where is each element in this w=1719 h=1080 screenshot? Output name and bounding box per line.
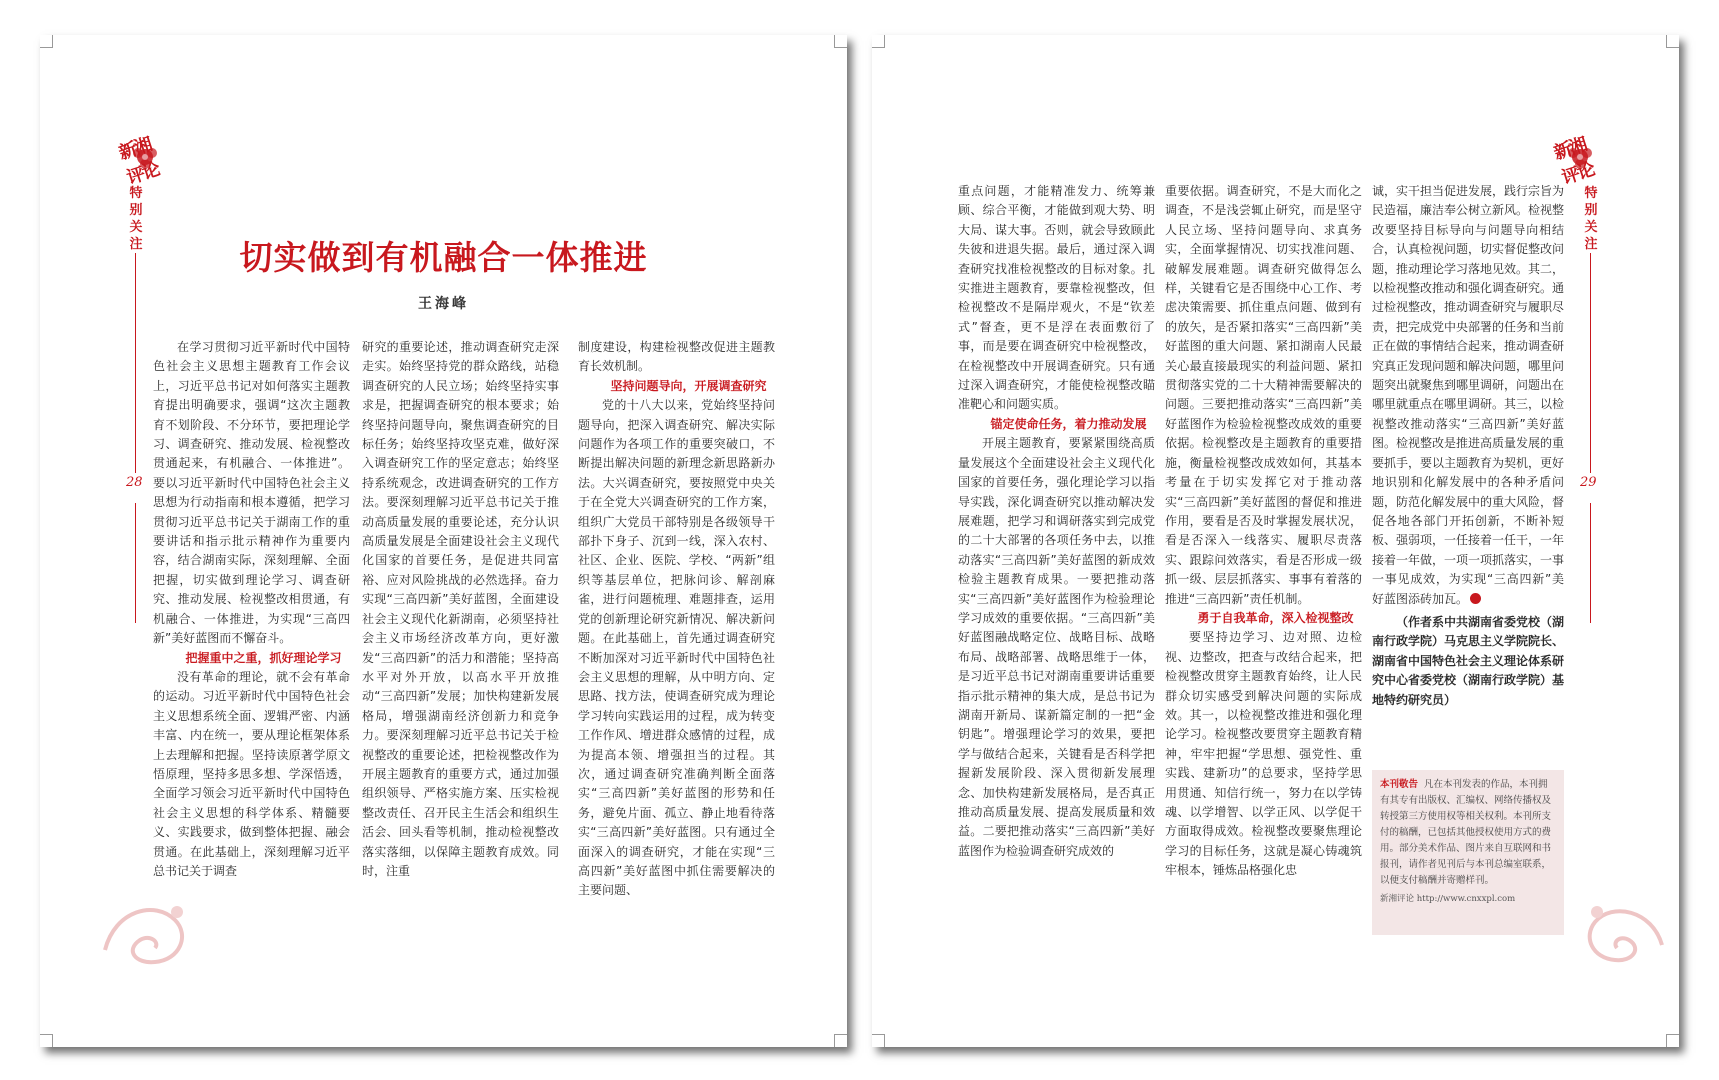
copyright-notice — [1372, 770, 1564, 935]
crop-mark — [872, 35, 885, 48]
paragraph: 要坚持边学习、边对照、边检视、边整改，把查与改结合起来，把检视整改贯穿主题教育始终，让人民群众切实感受到解决问题的实际成效。其一，以检视整改推进和强化理论学习。检视整改要贯穿主题教育精神，牢牢把握“学思想、强党性、重实践、建新功”的总要求，坚持学思用贯通、知信行统一，努力在以学铸魂、以学增智、以学正风、以学促干方面取得成效。检视整改要聚焦理论学习的目标任务，这就是凝心铸魂筑牢根本，锤炼品格强化忠 — [1165, 630, 1362, 878]
text-column — [1165, 182, 1362, 881]
section-heading: 把握重中之重，抓好理论学习 — [185, 650, 342, 665]
crop-mark — [1666, 1034, 1679, 1047]
text-column — [578, 338, 775, 901]
paragraph: 没有革命的理论，就不会有革命的运动。习近平新时代中国特色社会主义思想系统全面、逻辑严密、内涵丰富、内在统一，要从理论框架体系上去理解和把握。坚持读原著学原文悟原理，坚持多思多想、学深悟透，全面学习领会习近平新时代中国特色社会主义思想的科学体系、精髓要义、实践要求，做到整体把握、融会贯通。在此基础上，深刻理解习近平总书记关于调查 — [153, 669, 350, 878]
left-page — [40, 35, 847, 1047]
crop-mark — [1666, 35, 1679, 48]
ornament-watermark — [1577, 890, 1672, 970]
notice-label: 本刊敬告 — [1380, 779, 1419, 790]
text-column — [153, 338, 350, 881]
crop-mark — [834, 1034, 847, 1047]
notice-text: 凡在本刊发表的作品，本刊拥有其专有出版权、汇编权、网络传播权及转授第三方使用权等相关权利。本刊所支付的稿酬，已包括其他授权使用方式的费用。部分美术作品、图片来自互联网和书报刊，请作者见刊后与本刊总编室联系，以便支付稿酬并寄赠样刊。 — [1380, 779, 1552, 886]
paragraph: 开展主题教育，要紧紧围绕高质量发展这个全面建设社会主义现代化国家的首要任务，强化理论学习以指导实践，深化调查研究以推动解决发展难题，把学习和调研落实到完成党的二十大部署的各项任务中去，以推动落实“三高四新”美好蓝图的新成效检验主题教育成果。一要把推动落实“三高四新”美好蓝图作为检验理论学习成效的重要依据。“三高四新”美好蓝图融战略定位、战略目标、战略布局、战略部署、战略思维于一体，是习近平总书记对湖南重要讲话重要指示批示精神的集大成，是总书记为湖南开新局、谋新篇定制的一把“金钥匙”。增强理论学习的效果，要把学与做结合起来，关键看是否科学把握新发展阶段、深入贯彻新发展理念、加快构建新发展格局，是否真正推动高质量发展、提高发展质量和效益。二要把推动落实“三高四新”美好蓝图作为检验调查研究成效的 — [958, 436, 1155, 858]
paragraph: 诚，实干担当促进发展，践行宗旨为民造福，廉洁奉公树立新风。检视整改要坚持目标导向与问题导向相结合，认真检视问题，切实督促整改问题，推动理论学习落地见效。其二，以检视整改推动和强化调查研究。通过检视整改，推动调查研究与履职尽责，把完成党中央部署的任务和当前正在做的事情结合起来，推动调查研究真正发现问题和解决问题，哪里问题突出就聚焦到哪里调研，问题出在哪里就重点在哪里调研。其三，以检视整改推动落实“三高四新”美好蓝图。检视整改是推进高质量发展的重要抓手，要以主题教育为契机，更好地识别和化解发展中的各种矛盾问题，防范化解发展中的重大风险，督促各地各部门开拓创新，不断补短板、强弱项，一任接着一任干，一年接着一年做，一项一项抓落实，一事一事见成效，为实现“三高四新”美好蓝图添砖加瓦。 — [1372, 184, 1565, 606]
logo-text: 新湘评论 — [1551, 134, 1597, 189]
paragraph: 党的十八大以来，党始终坚持问题导向，把深入调查研究、解决实际问题作为各项工作的重要突破口，不断提出解决问题的新理念新思路新办法。大兴调查研究，要按照党中央关于在全党大兴调查研究的工作方案，组织广大党员干部特别是各级领导干部扑下身子、沉到一线，深入农村、社区、企业、医院、学校、“两新”组织等基层单位，把脉问诊、解剖麻雀，进行问题梳理、难题排查，运用党的创新理论研究新情况、解决新问题。在此基础上，首先通过调查研究不断加深对习近平新时代中国特色社会主义思想的理解，从中明方向、定思路、找方法，使调查研究成为理论学习转向实践运用的过程，成为转变工作作风、增进群众感情的过程，成为提高本领、增强担当的过程。其次，通过调查研究准确判断全面落实“三高四新”美好蓝图的形势和任务，避免片面、孤立、静止地看待落实“三高四新”美好蓝图。只有通过全面深入的调查研究，才能在实现“三高四新”美好蓝图中抓住需要解决的主要问题、 — [578, 398, 775, 898]
section-rule — [135, 503, 136, 623]
text-column — [362, 338, 559, 881]
paragraph: 制度建设，构建检视整改促进主题教育长效机制。 — [578, 340, 775, 374]
right-page — [872, 35, 1679, 1047]
author-bio: （作者系中共湖南省委党校（湖南行政学院）马克思主义学院院长、湖南省中国特色社会主义理论体系研究中心省委党校（湖南行政学院）基地特约研究员） — [1372, 614, 1565, 707]
notice-url: 新湘评论 http://www.cnxxpl.com — [1380, 894, 1516, 904]
crop-mark — [834, 35, 847, 48]
paragraph: 重要依据。调查研究，不是大而化之调查，不是浅尝辄止研究，而是坚守人民立场、坚持问题导向、求真务实，全面掌握情况、切实找准问题、破解发展难题。调查研究做得怎么样，关键看它是否围绕中心工作、考虑决策需要、抓住重点问题、做到有的放矢，是否紧扣落实“三高四新”美好蓝图的重大问题、紧扣湖南人民最关心最直接最现实的利益问题、紧扣贯彻落实党的二十大精神需要解决的问题。三要把推动落实“三高四新”美好蓝图作为检验检视整改成效的重要依据。检视整改是主题教育的重要措施，衡量检视整改成效如何，其基本考量在于切实发挥它对于推动落实“三高四新”美好蓝图的督促和推进作用，要看是否及时掌握发展状况，看是否深入一线落实、履职尽责落实、跟踪问效落实，看是否形成一级抓一级、层层抓落实、事事有着落的推进“三高四新”责任机制。 — [1165, 184, 1362, 606]
paragraph: 重点问题，才能精准发力、统筹兼顾、综合平衡，才能做到观大势、明大局、谋大事。否则，就会导致顾此失彼和进退失据。最后，通过深入调查研究找准检视整改的目标对象。扎实推进主题教育，要靠检视整改，但检视整改不是隔岸观火，不是“钦差式”督查，更不是浮在表面敷衍了事，而是要在调查研究中检视整改，在检视整改中开展调查研究。只有通过深入调查研究，才能使检视整改瞄准靶心和问题实质。 — [958, 184, 1155, 412]
magazine-logo — [116, 130, 168, 189]
crop-mark — [40, 1034, 53, 1047]
article-author: 王海峰 — [418, 296, 469, 312]
ornament-watermark — [95, 890, 200, 975]
magazine-logo — [1551, 130, 1603, 189]
text-column — [1372, 182, 1564, 710]
page-number: 29 — [1580, 475, 1597, 490]
page-number: 28 — [126, 475, 143, 490]
crop-mark — [40, 35, 53, 48]
paragraph: 研究的重要论述，推动调查研究走深走实。始终坚持党的群众路线，站稳调查研究的人民立场；始终坚持实事求是，把握调查研究的根本要求；始终坚持问题导向，聚焦调查研究的目标任务；始终坚持攻坚克难，做好深入调查研究工作的坚定意志；始终坚持系统观念，改进调查研究的工作方法。要深刻理解习近平总书记关于推动高质量发展的重要论述，充分认识高质量发展是全面建设社会主义现代化国家的首要任务，是促进共同富裕、应对风险挑战的必然选择。奋力实现“三高四新”美好蓝图，全面建设社会主义现代化新湖南，必须坚持社会主义市场经济改革方向，更好激发“三高四新”的活力和潜能；坚持高水平对外开放，以高水平开放推动“三高四新”发展；加快构建新发展格局，增强湖南经济创新力和竞争力。要深刻理解习近平总书记关于检视整改的重要论述，把检视整改作为开展主题教育的重要方式，通过加强组织领导、严格实施方案、压实检视整改责任、召开民主生活会和组织生活会、回头看等机制，推动检视整改落实落细，以保障主题教育成效。同时，注重 — [362, 340, 559, 878]
section-rule — [135, 253, 136, 473]
section-label: 特别关注 — [1584, 186, 1598, 252]
paragraph: 在学习贯彻习近平新时代中国特色社会主义思想主题教育工作会议上，习近平总书记对如何落实主题教育提出明确要求，强调“这次主题教育不划阶段、不分环节，要把理论学习、调查研究、推动发展、检视整改贯通起来，有机融合、一体推进”。要以习近平新时代中国特色社会主义思想为行动指南和根本遵循，把学习贯彻习近平总书记关于湖南工作的重要讲话和指示批示精神作为重要内容，结合湖南实际，深刻理解、全面把握，切实做到理论学习、调查研究、推动发展、检视整改相贯通，有机融合、一体推进，为实现“三高四新”美好蓝图而不懈奋斗。 — [153, 340, 350, 646]
section-rule — [1590, 253, 1591, 473]
section-rule — [1590, 503, 1591, 623]
section-heading: 勇于自我革命，深入检视整改 — [1197, 610, 1354, 625]
logo-text: 新湘评论 — [116, 134, 162, 189]
text-column — [958, 182, 1155, 861]
section-heading: 锚定使命任务，着力推动发展 — [990, 416, 1147, 431]
section-heading: 坚持问题导向，开展调查研究 — [610, 378, 767, 393]
article-title: 切实做到有机融合一体推进 — [239, 238, 648, 277]
end-mark-icon — [1470, 593, 1481, 604]
crop-mark — [872, 1034, 885, 1047]
section-label: 特别关注 — [129, 186, 143, 252]
